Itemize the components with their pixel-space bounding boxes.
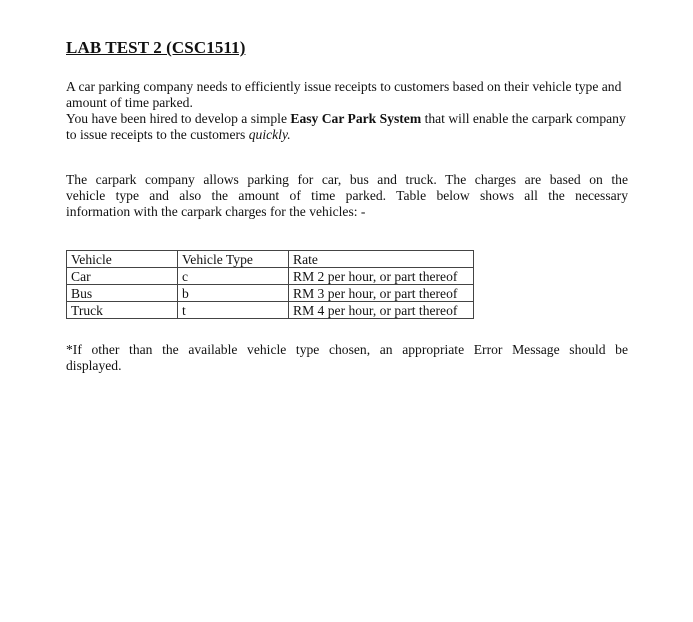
table-row xyxy=(67,268,474,285)
cell-vehicle-type: b xyxy=(178,285,289,302)
task-text-before: You have been hired to develop a simple xyxy=(66,111,291,126)
cell-vehicle-type: t xyxy=(178,302,289,319)
task-paragraph xyxy=(66,111,628,143)
header-rate: Rate xyxy=(289,251,474,268)
table-row xyxy=(67,302,474,319)
system-name-bold: Easy Car Park System xyxy=(290,111,422,126)
cell-vehicle: Bus xyxy=(67,285,178,302)
table-header-row xyxy=(67,251,474,268)
note-line-1: *If other than the available vehicle type chosen, an appropriate Error Message should be xyxy=(66,342,628,357)
header-vehicle-type: Vehicle Type xyxy=(178,251,289,268)
charges-line-2: vehicle type and also the amount of time parked. Table below shows all the necessary xyxy=(66,188,628,203)
charges-line-1: The carpark company allows parking for car, bus and truck. The charges are based on the xyxy=(66,172,628,187)
error-note xyxy=(66,342,628,374)
header-vehicle: Vehicle xyxy=(67,251,178,268)
cell-rate: RM 4 per hour, or part thereof xyxy=(289,302,474,319)
charges-line-3: information with the carpark charges for the vehicles: - xyxy=(66,204,366,219)
quickly-italic: quickly. xyxy=(248,127,291,142)
intro-paragraph: A car parking company needs to efficiently issue receipts to customers based on their vehicle type and amount of time parked. xyxy=(66,79,622,110)
cell-vehicle-type: c xyxy=(178,268,289,285)
cell-rate: RM 3 per hour, or part thereof xyxy=(289,285,474,302)
task-text-middle: that will enable the carpark company to issue receipts to the customers xyxy=(66,111,626,142)
rates-table xyxy=(66,250,474,319)
cell-vehicle: Car xyxy=(67,268,178,285)
cell-vehicle: Truck xyxy=(67,302,178,319)
cell-rate: RM 2 per hour, or part thereof xyxy=(289,268,474,285)
table-row xyxy=(67,285,474,302)
note-line-2: displayed. xyxy=(66,358,122,373)
page-title: LAB TEST 2 (CSC1511) xyxy=(66,38,246,57)
charges-paragraph xyxy=(66,172,628,220)
